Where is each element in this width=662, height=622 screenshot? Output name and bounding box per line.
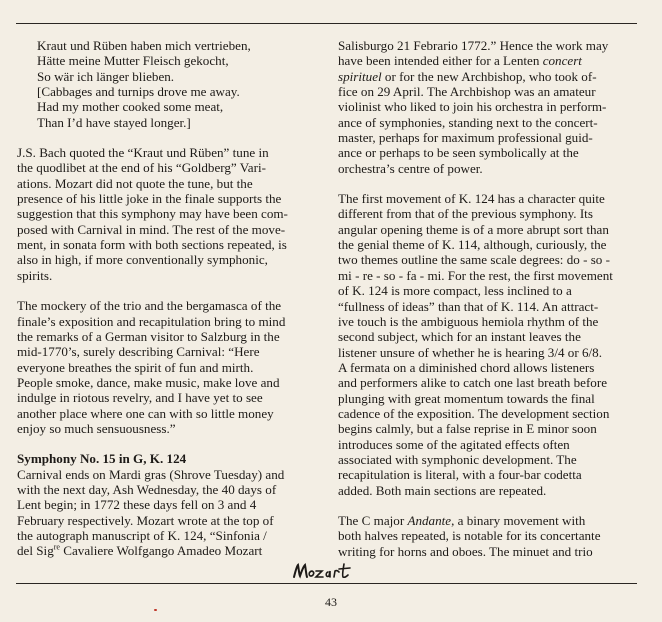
text-line: cadence of the exposition. The development section xyxy=(338,405,610,421)
poem-line: Had my mother cooked some meat, xyxy=(37,99,224,115)
poem-line: So wär ich länger blieben. xyxy=(37,68,175,84)
text-line: suggestion that this symphony may have been com- xyxy=(17,206,288,222)
bottom-rule xyxy=(16,583,637,584)
text-line: February respectively. Mozart wrote at the top of xyxy=(17,512,274,528)
text-line: have been intended either for a Lenten concert xyxy=(338,53,582,69)
text-line: begins calmly, but a false reprise in E minor soon xyxy=(338,421,597,437)
text-line: mi - re - so - fa - mi. For the rest, the first movement xyxy=(338,267,613,283)
italic-term: Andante xyxy=(407,512,452,528)
italic-term: concert xyxy=(542,53,582,69)
italic-term: spirituel xyxy=(338,68,382,84)
text-line: the genial theme of K. 114, although, curiously, the xyxy=(338,237,607,253)
text-line: spirits. xyxy=(17,267,53,283)
left-column xyxy=(17,38,313,559)
text-line: and performers alike to catch one last breath before xyxy=(338,375,608,391)
top-rule xyxy=(16,23,637,24)
text-line: orchestra’s centre of power. xyxy=(338,160,483,176)
text-line: writing for horns and oboes. The minuet and trio xyxy=(338,543,593,559)
text-line: indulge in riotous revelry, and I have yet to see xyxy=(17,390,263,406)
paragraph-salisburgo xyxy=(338,38,636,176)
text-line: The mockery of the trio and the bergamasca of the xyxy=(17,298,282,314)
paragraph-mardi-gras xyxy=(17,467,313,559)
right-column xyxy=(338,38,636,559)
text-line: spirituel or for the new Archbishop, who took of- xyxy=(338,68,597,84)
text-line: also in high, if more conventionally symphonic, xyxy=(17,252,268,268)
text-line: violinist who liked to join his orchestra in perform- xyxy=(338,99,607,115)
text-line: Carnival ends on Mardi gras (Shrove Tuesday) and xyxy=(17,466,285,482)
text-line: People smoke, dance, make music, make love and xyxy=(17,374,280,390)
poem-line: [Cabbages and turnips drove me away. xyxy=(37,84,240,100)
text-line: fice on 29 April. The Archbishop was an amateur xyxy=(338,84,596,100)
text-line: J.S. Bach quoted the “Kraut und Rüben” tune in xyxy=(17,145,269,161)
text-line: del Sig$^{re}$ Cavaliere Wolfgango Amadeo Mozart xyxy=(17,542,263,559)
poem-block xyxy=(17,38,313,130)
poem-line: Kraut und Rüben haben mich vertrieben, xyxy=(37,38,251,53)
text-line: master, perhaps for maximum professional guid- xyxy=(338,130,593,146)
text-line: plunging with great momentum towards the final xyxy=(338,390,595,406)
text-line: listener unsure of whether he is hearing 3/4 or 6/8. xyxy=(338,344,602,360)
text-line: enjoy so much sensuousness.” xyxy=(17,420,176,436)
text-line: ations. Mozart did not quote the tune, but the xyxy=(17,175,253,191)
print-speck xyxy=(154,609,157,611)
text-line: posed with Carnival in mind. The rest of the move- xyxy=(17,221,286,237)
text-line: the autograph manuscript of K. 124, “Sinfonia / xyxy=(17,527,267,543)
text-line: ment, in sonata form with both sections repeated, is xyxy=(17,237,287,253)
text-line: ive touch is the ambiguous hemiola rhythm of the xyxy=(338,313,599,329)
text-line: introduces some of the agitated effects often xyxy=(338,436,570,452)
paragraph-first-movement xyxy=(338,191,636,498)
text-line: A fermata on a diminished chord allows listeners xyxy=(338,359,595,375)
text-line: the remarks of a German visitor to Salzburg in the xyxy=(17,328,280,344)
text-line: presence of his little joke in the finale supports the xyxy=(17,191,282,207)
text-line: the quodlibet at the end of his “Goldberg” Vari- xyxy=(17,160,266,176)
text-line: another place where one can with so little money xyxy=(17,405,274,421)
text-line: Salisburgo 21 Febrario 1772.” Hence the work may xyxy=(338,38,609,53)
text-line: ance or perhaps to be seen symbolically at the xyxy=(338,145,579,161)
text-line: both halves repeated, is notable for its concertante xyxy=(338,528,601,544)
text-line: “fullness of ideas” than that of K. 114. An attract- xyxy=(338,298,599,314)
page-number: 43 xyxy=(325,595,337,609)
text-line: finale’s exposition and recapitulation bring to mind xyxy=(17,313,286,329)
text-line: two themes outline the same scale degrees: do - so - xyxy=(338,252,610,268)
superscript: re xyxy=(53,542,60,552)
text-line: different from that of the previous symphony. Its xyxy=(338,206,593,222)
text-line: second subject, which for an instant leaves the xyxy=(338,329,581,345)
mozart-signature-logo xyxy=(290,560,362,582)
poem-line: Hätte meine Mutter Fleisch gekocht, xyxy=(37,53,229,69)
text-line: Lent begin; in 1772 these days fell on 3 and 4 xyxy=(17,497,257,513)
text-line: added. Both main sections are repeated. xyxy=(338,482,547,498)
text-line: recapitulation is literal, with a four-bar codetta xyxy=(338,467,582,483)
paragraph-carnival xyxy=(17,298,313,436)
text-line: with the next day, Ash Wednesday, the 40 days of xyxy=(17,481,277,497)
paragraph-bach-quote xyxy=(17,145,313,283)
text-line: associated with symphonic development. The xyxy=(338,451,577,467)
text-line: everyone breathes the spirit of fun and mirth. xyxy=(17,359,254,375)
section-heading: Symphony No. 15 in G, K. 124 xyxy=(17,451,187,467)
text-line: ance of symphonies, standing next to the concert- xyxy=(338,114,598,130)
text-line: The first movement of K. 124 has a character quite xyxy=(338,191,605,207)
text-line: of K. 124 is more compact, less inclined to a xyxy=(338,283,572,299)
text-line: The C major Andante, a binary movement with xyxy=(338,512,586,528)
text-line: mid-1770’s, surely describing Carnival: “Here xyxy=(17,344,260,360)
paragraph-andante xyxy=(338,513,636,559)
poem-line: Than I’d have stayed longer.] xyxy=(37,114,191,130)
text-line: angular opening theme is of a more abrupt sort than xyxy=(338,221,609,237)
